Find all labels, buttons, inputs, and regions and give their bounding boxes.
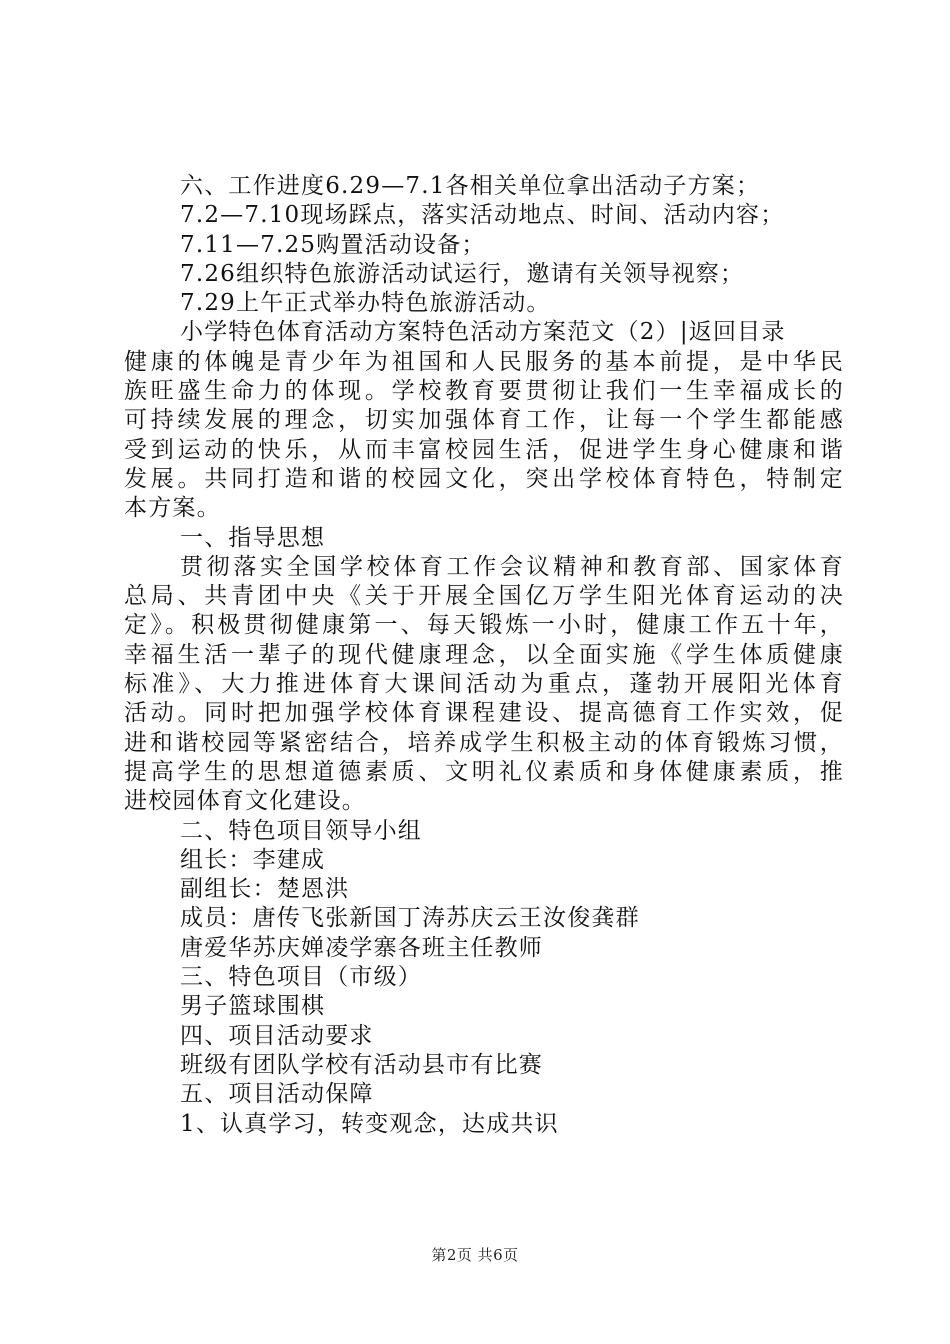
text-line: 7.29上午正式举办特色旅游活动。 bbox=[180, 290, 551, 317]
text-line: 提高学生的思想道德素质、文明礼仪素质和身体健康素质，推 bbox=[124, 758, 844, 785]
text-line: 六、工作进度6.29—7.1各相关单位拿出活动子方案； bbox=[180, 173, 761, 199]
text-line: 族旺盛生命力的体现。学校教育要贯彻让我们一生幸福成长的 bbox=[124, 378, 844, 405]
text-line: 班级有团队学校有活动县市有比赛 bbox=[180, 1051, 543, 1078]
section-heading: 四、项目活动要求 bbox=[180, 1022, 374, 1049]
section-heading: 小学特色体育活动方案特色活动方案范文（2）|返回目录 bbox=[180, 319, 786, 346]
text-line: 7.11—7.25购置活动设备； bbox=[180, 231, 486, 258]
text-line: 7.2—7.10现场踩点，落实活动地点、时间、活动内容； bbox=[180, 202, 785, 229]
text-line: 受到运动的快乐，从而丰富校园生活，促进学生身心健康和谐 bbox=[124, 436, 844, 463]
text-line: 活动。同时把加强学校体育课程建设、提高德育工作实效，促 bbox=[124, 700, 844, 727]
text-line: 总局、共青团中央《关于开展全国亿万学生阳光体育运动的决 bbox=[124, 583, 844, 610]
text-line: 男子篮球围棋 bbox=[180, 993, 326, 1020]
text-line: 7.26组织特色旅游活动试运行，邀请有关领导视察； bbox=[180, 260, 745, 287]
text-line: 进校园体育文化建设。 bbox=[124, 788, 366, 815]
text-line: 唐爱华苏庆婵凌学寨各班主任教师 bbox=[180, 934, 543, 961]
section-heading: 二、特色项目领导小组 bbox=[180, 817, 422, 844]
document-body bbox=[124, 172, 844, 1139]
text-line: 进和谐校园等紧密结合，培养成学生积极主动的体育锻炼习惯， bbox=[124, 729, 844, 756]
section-heading: 一、指导思想 bbox=[180, 524, 326, 551]
text-line: 标准》、大力推进体育大课间活动为重点，蓬勃开展阳光体育 bbox=[124, 671, 844, 698]
text-line: 成员：唐传飞张新国丁涛苏庆云王汝俊龚群 bbox=[180, 905, 640, 932]
text-line: 贯彻落实全国学校体育工作会议精神和教育部、国家体育 bbox=[180, 553, 844, 580]
page-number-footer: 第2页 共6页 bbox=[431, 1246, 519, 1264]
text-line: 本方案。 bbox=[124, 495, 221, 522]
text-line: 健康的体魄是青少年为祖国和人民服务的基本前提，是中华民 bbox=[124, 348, 844, 375]
section-heading: 三、特色项目（市级） bbox=[180, 964, 422, 991]
text-line: 定》。积极贯彻健康第一、每天锻炼一小时，健康工作五十年， bbox=[124, 612, 844, 639]
section-heading: 五、项目活动保障 bbox=[180, 1081, 374, 1108]
text-line: 发展。共同打造和谐的校园文化，突出学校体育特色，特制定 bbox=[124, 465, 844, 492]
text-line: 可持续发展的理念，切实加强体育工作，让每一个学生都能感 bbox=[124, 407, 844, 434]
text-line: 幸福生活一辈子的现代健康理念，以全面实施《学生体质健康 bbox=[124, 641, 844, 668]
text-line: 组长：李建成 bbox=[180, 846, 326, 873]
text-line: 副组长：楚恩洪 bbox=[180, 876, 350, 903]
text-line: 1、认真学习，转变观念，达成共识 bbox=[180, 1110, 559, 1137]
